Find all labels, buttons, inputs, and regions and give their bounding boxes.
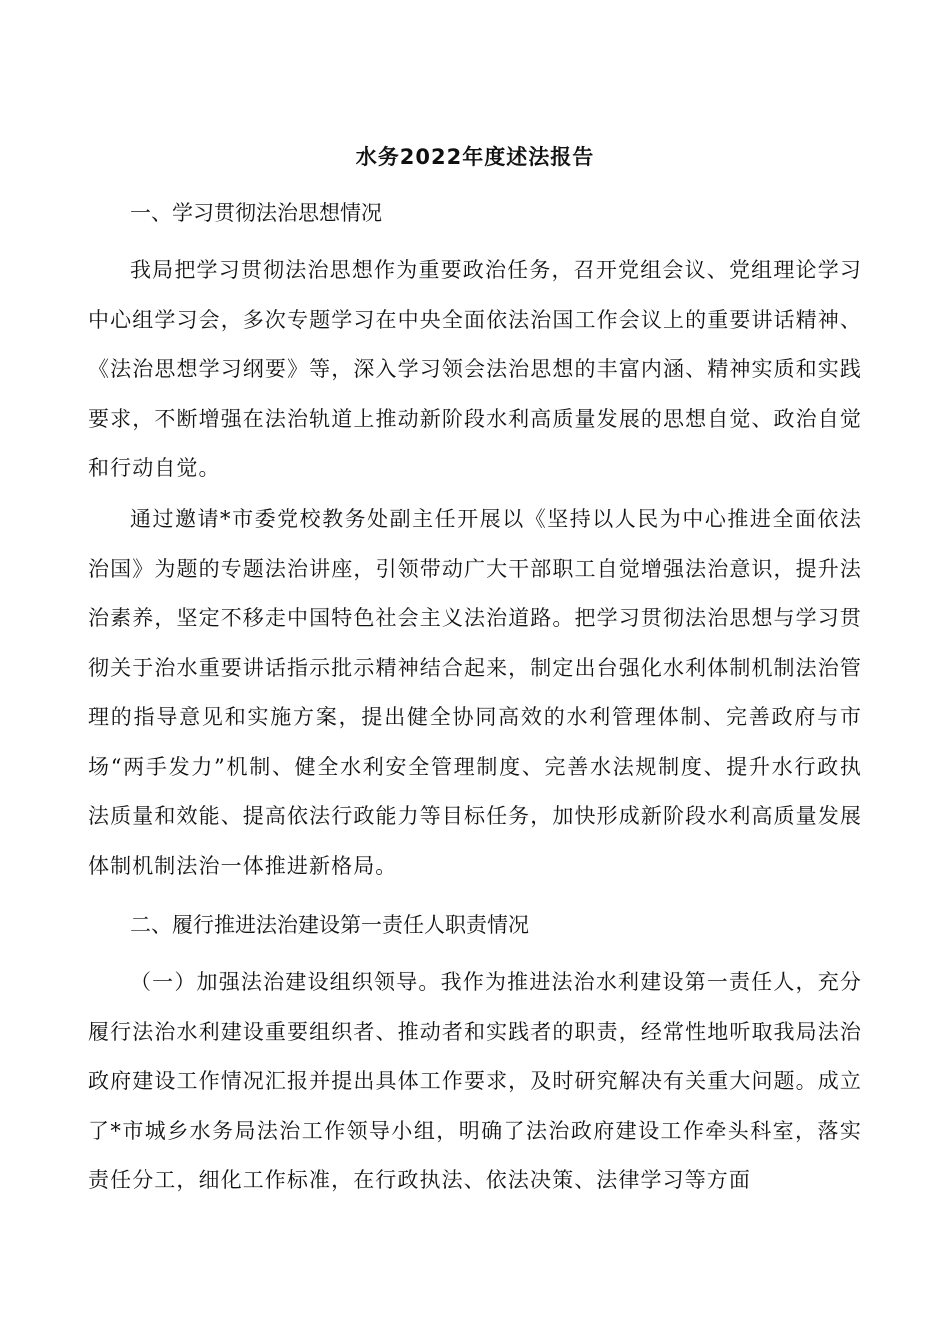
paragraph-2: 通过邀请*市委党校教务处副主任开展以《坚持以人民为中心推进全面依法治国》为题的专题法治讲座，引领带动广大干部职工自觉增强法治意识，提升法治素养，坚定不移走中国特色社会主义法治道路。把学习贯彻法治思想与学习贯彻关于治水重要讲话指示批示精神结合起来，制定出台强化水利体制机制法治管理的指导意见和实施方案，提出健全协同高效的水利管理体制、完善政府与市场“两手发力”机制、健全水利安全管理制度、完善水法规制度、提升水行政执法质量和效能、提高依法行政能力等目标任务，加快形成新阶段水利高质量发展体制机制法治一体推进新格局。 bbox=[88, 507, 862, 878]
paragraph-3: （一）加强法治建设组织领导。我作为推进法治水利建设第一责任人，充分履行法治水利建设重要组织者、推动者和实践者的职责，经常性地听取我局法治政府建设工作情况汇报并提出具体工作要求，及时研究解决有关重大问题。成立了*市城乡水务局法治工作领导小组，明确了法治政府建设工作牵头科室，落实责任分工，细化工作标准，在行政执法、依法决策、法律学习等方面 bbox=[88, 970, 862, 1192]
section-heading-2: 二、履行推进法治建设第一责任人职责情况 bbox=[130, 913, 529, 937]
document-title: 水务2022年度述法报告 bbox=[355, 145, 595, 169]
paragraph-1: 我局把学习贯彻法治思想作为重要政治任务，召开党组会议、党组理论学习中心组学习会，多次专题学习在中央全面依法治国工作会议上的重要讲话精神、《法治思想学习纲要》等，深入学习领会法治思想的丰富内涵、精神实质和实践要求，不断增强在法治轨道上推动新阶段水利高质量发展的思想自觉、政治自觉和行动自觉。 bbox=[88, 258, 862, 480]
section-heading-1: 一、学习贯彻法治思想情况 bbox=[130, 201, 382, 225]
